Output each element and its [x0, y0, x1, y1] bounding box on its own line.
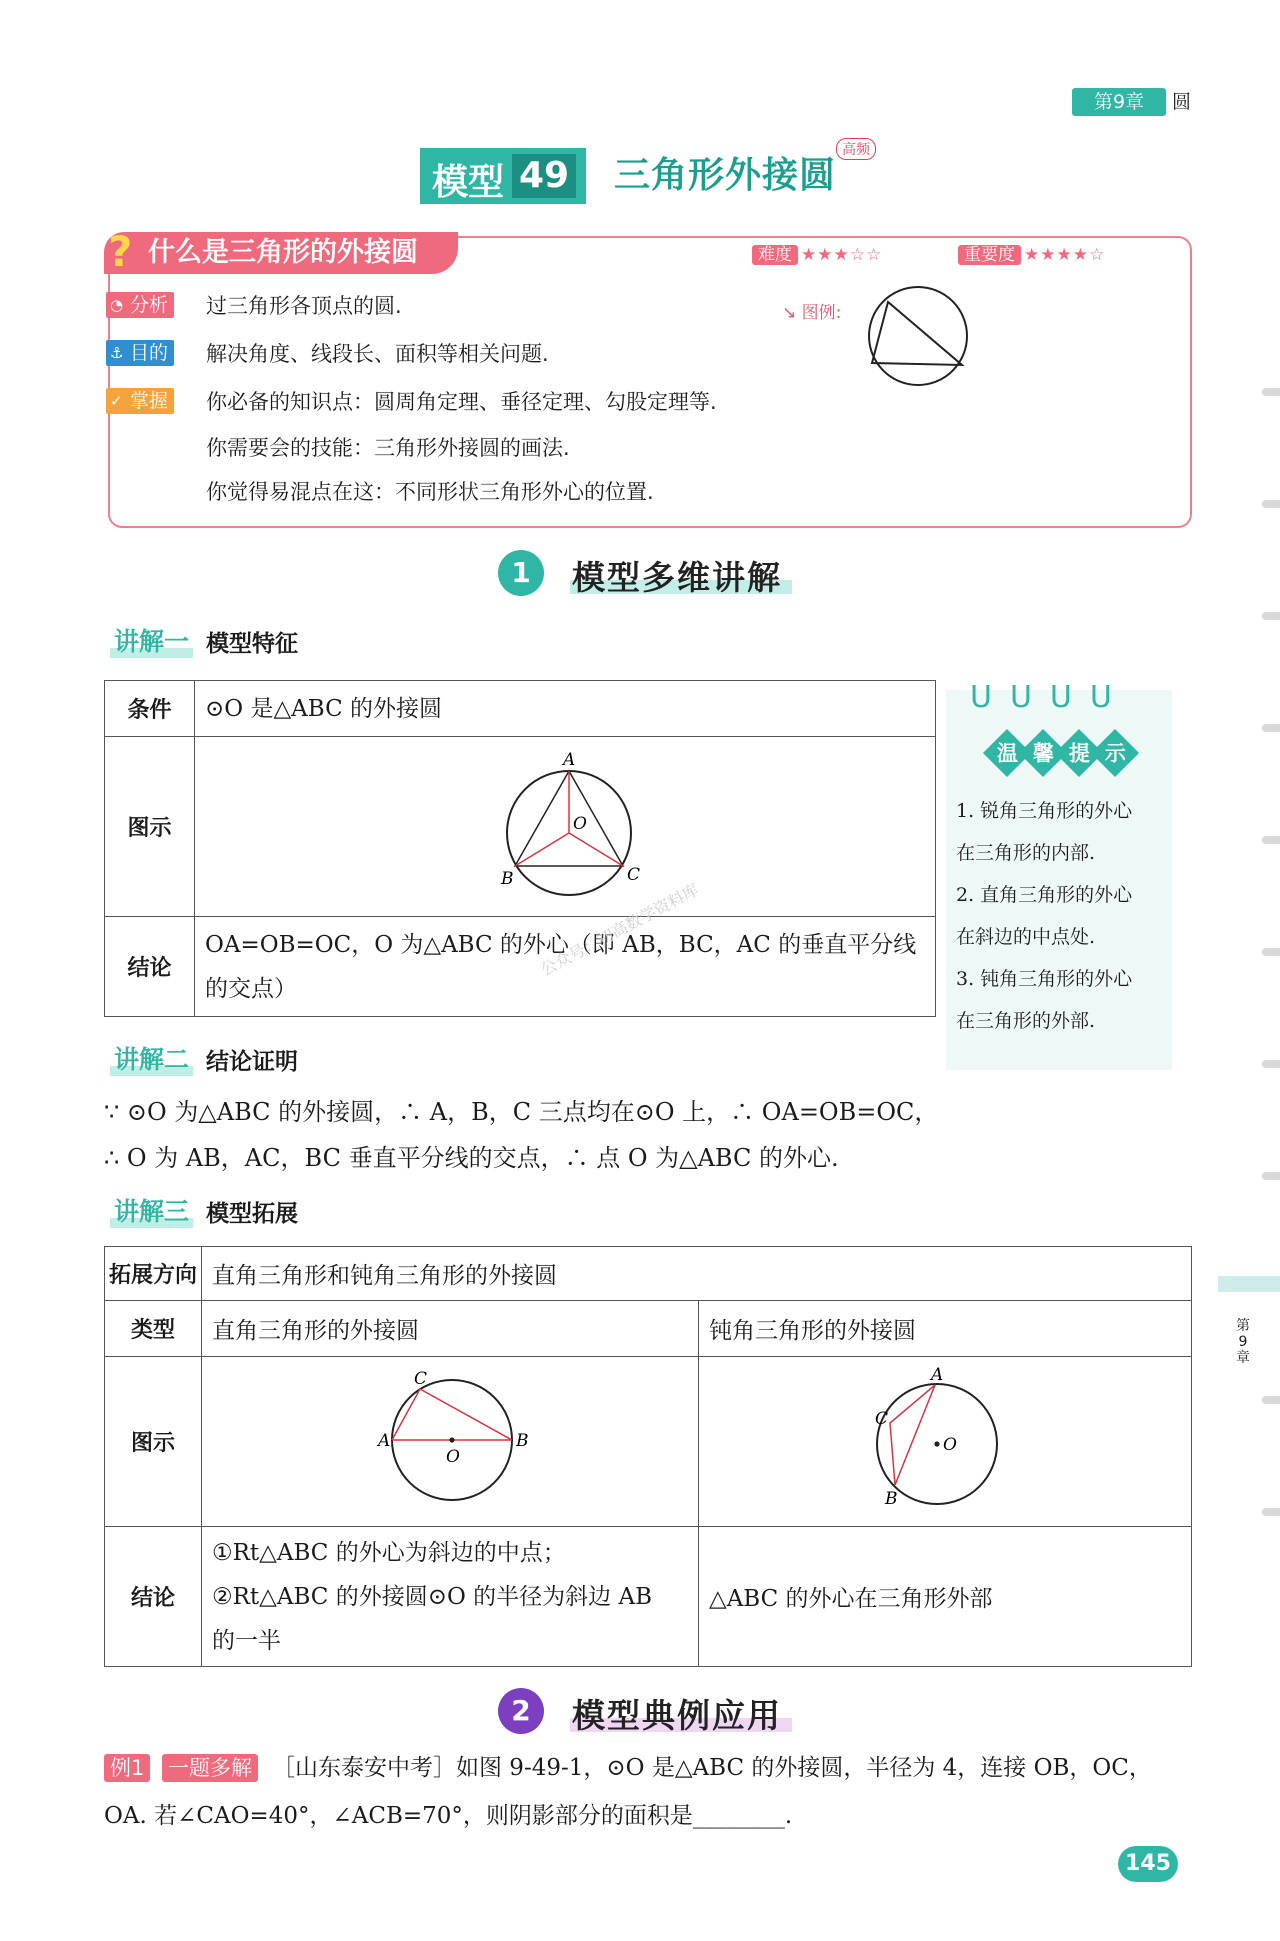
- side-chapter-label: 第9章: [1236, 1318, 1250, 1366]
- label-A: A: [378, 1430, 391, 1451]
- circumcircle-figure: [205, 739, 925, 915]
- tip-line: 在三角形的外部.: [956, 1010, 1096, 1032]
- direction-head: 拓展方向: [105, 1247, 202, 1301]
- section-1-number: 1: [498, 550, 544, 596]
- analysis-tag: ◔ 分析: [106, 292, 174, 318]
- importance-label: 重要度: [958, 245, 1021, 265]
- importance-stars: ★★★★☆: [1024, 245, 1106, 265]
- right-conclusion-line: ①Rt△ABC 的外心为斜边的中点；: [212, 1539, 566, 1566]
- master-line-2: 你需要会的技能：三角形外接圆的画法.: [206, 436, 570, 460]
- figure-head-2: 图示: [105, 1357, 202, 1527]
- chapter-tag: 第9章: [1072, 88, 1166, 116]
- ring-binder-icon: ᑌᑌᑌᑌ: [970, 680, 1130, 715]
- tip-line: 2. 直角三角形的外心: [956, 884, 1133, 906]
- figure-cell: [195, 737, 936, 917]
- tip-line: 在斜边的中点处.: [956, 926, 1096, 948]
- proof-line-1: ∵ ⊙O 为△ABC 的外接圆，∴ A，B，C 三点均在⊙O 上，∴ OA=OB=OC，: [104, 1098, 939, 1126]
- margin-dash: [1262, 948, 1280, 956]
- intro-heading: 什么是三角形的外接圆: [148, 237, 418, 268]
- conclusion-text: OA=OB=OC，O 为△ABC 的外心（即 AB，BC，AC 的垂直平分线的交点）: [195, 917, 936, 1017]
- margin-dash: [1262, 500, 1280, 508]
- right-conclusion: [202, 1527, 699, 1667]
- obtuse-triangle-figure: [699, 1358, 1175, 1526]
- multi-solution-tag: 一题多解: [162, 1754, 258, 1782]
- jiang-1-tag: 讲解一: [110, 626, 193, 658]
- example-text-1: ［山东泰安中考］如图 9-49-1，⊙O 是△ABC 的外接圆，半径为 4，连接 OB，OC，: [272, 1755, 1152, 1781]
- tips-title: 温 馨 提 示: [990, 736, 1134, 770]
- label-C: C: [414, 1368, 428, 1389]
- jiang-2-name: 结论证明: [206, 1049, 298, 1075]
- proof-line-2: ∴ O 为 AB，AC，BC 垂直平分线的交点，∴ 点 O 为△ABC 的外心.: [104, 1144, 839, 1172]
- label-C: C: [875, 1408, 889, 1429]
- right-figure-cell: [202, 1357, 699, 1527]
- tip-line: 3. 钝角三角形的外心: [956, 968, 1133, 990]
- type-right: 直角三角形的外接圆: [202, 1301, 699, 1357]
- master-line-1: 你必备的知识点：圆周角定理、垂径定理、勾股定理等.: [206, 390, 717, 414]
- analysis-icon: ◔: [110, 296, 124, 314]
- watermark: 公众号：初高数学资料库: [537, 880, 702, 980]
- model-label-box: [420, 148, 586, 204]
- right-conclusion-line: ②Rt△ABC 的外接圆⊙O 的半径为斜边 AB: [212, 1583, 652, 1610]
- master-tag: ✓ 掌握: [106, 388, 174, 414]
- side-chapter-tab: [1218, 1276, 1280, 1292]
- figure-head: 图示: [105, 737, 195, 917]
- page-number: 145: [1118, 1846, 1178, 1882]
- label-C: C: [627, 864, 641, 885]
- obtuse-figure-cell: [699, 1357, 1192, 1527]
- conclusion-head: 结论: [105, 917, 195, 1017]
- section-1-title: 模型多维讲解: [572, 558, 782, 597]
- label-B: B: [516, 1430, 529, 1451]
- tip-line: 在三角形的内部.: [956, 842, 1096, 864]
- check-icon: ✓: [110, 392, 123, 410]
- label-B: B: [885, 1488, 898, 1509]
- direction-text: 直角三角形和钝角三角形的外接圆: [202, 1247, 1192, 1301]
- model-label: 模型: [432, 162, 505, 203]
- label-A: A: [931, 1364, 944, 1385]
- condition-head: 条件: [105, 681, 195, 737]
- jiang-1-name: 模型特征: [206, 631, 298, 657]
- tips-text: [956, 790, 1170, 1042]
- conclusion-head-2: 结论: [105, 1527, 202, 1667]
- margin-dash: [1262, 1060, 1280, 1068]
- purpose-tag: ⚓ 目的: [106, 340, 174, 366]
- label-A: A: [563, 749, 576, 770]
- margin-dash: [1262, 1508, 1280, 1516]
- importance-rating: [958, 242, 1105, 268]
- model-feature-table: [104, 680, 936, 1017]
- difficulty-label: 难度: [752, 245, 798, 265]
- page-title: 三角形外接圆: [614, 155, 837, 196]
- obtuse-conclusion: △ABC 的外心在三角形外部: [699, 1527, 1192, 1667]
- margin-dash: [1262, 1172, 1280, 1180]
- difficulty-stars: ★★★☆☆: [801, 245, 883, 265]
- margin-dash: [1262, 836, 1280, 844]
- legend-label: ↘ 图例:: [782, 303, 842, 323]
- tip-line: 1. 锐角三角形的外心: [956, 800, 1133, 822]
- right-conclusion-line: 的一半: [212, 1627, 281, 1654]
- question-mark-icon: ?: [108, 227, 133, 276]
- arrow-icon: ↘: [782, 303, 802, 323]
- model-number: 49: [512, 154, 576, 198]
- example-text-2: OA. 若∠CAO=40°，∠ACB=70°，则阴影部分的面积是________.: [104, 1803, 793, 1829]
- margin-dash: [1262, 724, 1280, 732]
- jiang-2-tag: 讲解二: [110, 1044, 193, 1076]
- label-O: O: [446, 1446, 460, 1467]
- jiang-3-tag: 讲解三: [110, 1196, 193, 1228]
- type-head: 类型: [105, 1301, 202, 1357]
- label-O: O: [943, 1434, 957, 1455]
- extension-table: [104, 1246, 1192, 1667]
- frequency-badge: 高频: [836, 138, 876, 160]
- difficulty-rating: [752, 242, 882, 268]
- type-obtuse: 钝角三角形的外接圆: [699, 1301, 1192, 1357]
- right-triangle-figure: [202, 1358, 698, 1526]
- example-tag: 例1: [104, 1754, 150, 1782]
- legend-figure: [866, 284, 970, 388]
- purpose-text: 解决角度、线段长、面积等相关问题.: [206, 342, 549, 366]
- analysis-text: 过三角形各顶点的圆.: [206, 294, 402, 318]
- label-O: O: [573, 813, 587, 834]
- anchor-icon: ⚓: [110, 344, 124, 362]
- chapter-name: 圆: [1172, 91, 1192, 113]
- section-2-title: 模型典例应用: [572, 1696, 782, 1735]
- margin-dash: [1262, 612, 1280, 620]
- label-B: B: [501, 868, 514, 889]
- jiang-3-name: 模型拓展: [206, 1201, 298, 1227]
- margin-dash: [1262, 388, 1280, 396]
- condition-text: ⊙O 是△ABC 的外接圆: [195, 681, 936, 737]
- master-line-3: 你觉得易混点在这：不同形状三角形外心的位置.: [206, 480, 654, 504]
- margin-dash: [1262, 1396, 1280, 1404]
- section-2-number: 2: [498, 1688, 544, 1734]
